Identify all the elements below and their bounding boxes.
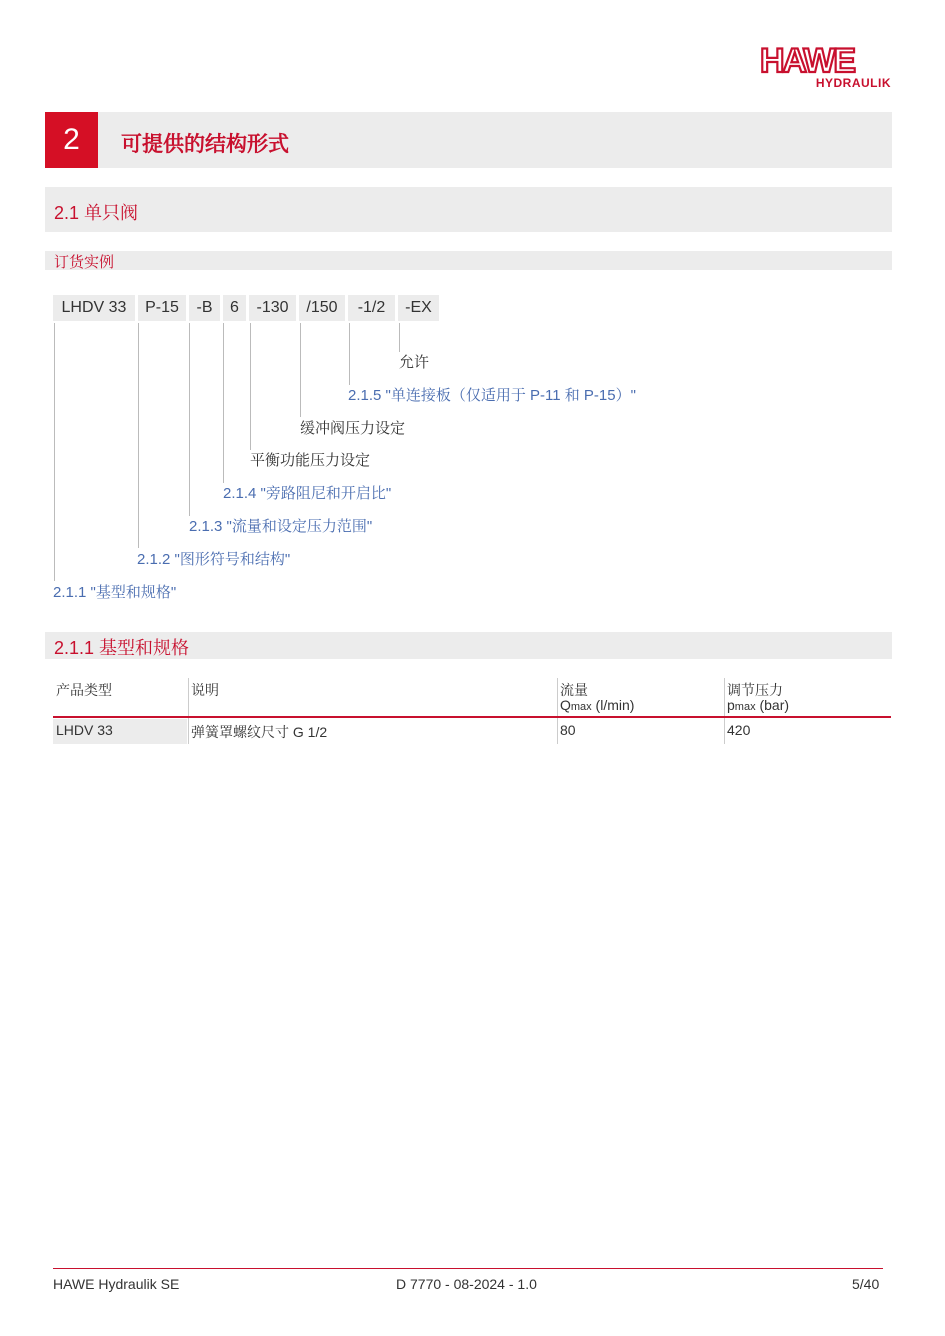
order-code-plate: -1/2: [348, 295, 395, 321]
footer-company: HAWE Hydraulik SE: [53, 1276, 180, 1292]
leader-line: [189, 323, 190, 516]
section-2-1-1-header: [45, 632, 892, 659]
hawe-logo-mark: [758, 44, 893, 76]
column-separator: [724, 678, 725, 744]
footer-rule: [53, 1268, 883, 1269]
col-header-pressure-unit: [727, 697, 789, 713]
order-example-header: [45, 251, 892, 270]
order-code-buffer-pressure: /150: [299, 295, 345, 321]
chapter-header: [45, 112, 892, 168]
label-allow: 允许: [399, 354, 430, 371]
order-code-type: LHDV 33: [53, 295, 135, 321]
column-separator: [557, 678, 558, 744]
pressure-unit: (bar): [755, 697, 790, 713]
label-buffer-pressure: 缓冲阀压力设定: [300, 420, 406, 437]
section-2-1-1-title: 2.1.1 基型和规格: [54, 638, 190, 658]
row-pressure: 420: [727, 722, 751, 738]
order-example-title: 订货实例: [54, 254, 115, 271]
label-2-1-3-link[interactable]: 2.1.3 "流量和设定压力范围": [189, 518, 373, 535]
flow-unit: (l/min): [591, 697, 635, 713]
label-balance-pressure: 平衡功能压力设定: [250, 452, 371, 469]
row-flow: 80: [560, 722, 576, 738]
table-header-rule: [53, 716, 891, 718]
leader-line: [250, 323, 251, 450]
row-desc: 弹簧罩螺纹尺寸 G 1/2: [191, 724, 328, 740]
leader-line: [300, 323, 301, 417]
label-2-1-2-link[interactable]: 2.1.2 "图形符号和结构": [137, 551, 291, 568]
col-header-pressure: 调节压力: [727, 682, 783, 698]
chapter-number: 2: [45, 112, 98, 168]
leader-line: [138, 323, 139, 548]
flow-symbol: Q: [560, 697, 571, 713]
svg-text:HAWE: HAWE: [760, 44, 854, 76]
leader-line: [54, 323, 55, 581]
pressure-symbol: p: [727, 697, 735, 713]
label-2-1-1-link[interactable]: 2.1.1 "基型和规格": [53, 584, 177, 601]
order-code-symbol: P-15: [138, 295, 186, 321]
row-type: LHDV 33: [56, 722, 113, 738]
label-2-1-4-link[interactable]: 2.1.4 "旁路阻尼和开启比": [223, 485, 392, 502]
footer-page-number: 5/40: [852, 1276, 880, 1292]
logo-subtitle: HYDRAULIK: [815, 76, 891, 90]
section-2-1-title: 2.1 单只阀: [54, 203, 139, 223]
leader-line: [349, 323, 350, 385]
col-header-flow-unit: [560, 697, 634, 713]
order-code-flow: 6: [223, 295, 246, 321]
order-code-damping: -B: [189, 295, 220, 321]
section-2-1-header: [45, 187, 892, 232]
col-header-flow: 流量: [560, 682, 588, 698]
leader-line: [399, 323, 400, 352]
label-2-1-5-link[interactable]: 2.1.5 "单连接板（仅适用于 P-11 和 P-15）": [348, 387, 636, 404]
leader-line: [223, 323, 224, 483]
order-code-balance-pressure: -130: [249, 295, 296, 321]
order-code-ex: -EX: [398, 295, 439, 321]
pressure-subscript: max: [734, 701, 756, 713]
flow-subscript: max: [570, 701, 592, 713]
hawe-logo: [758, 44, 893, 90]
footer-doc-id: D 7770 - 08-2024 - 1.0: [396, 1276, 537, 1292]
column-separator: [188, 678, 189, 744]
col-header-desc: 说明: [191, 682, 219, 698]
col-header-type: 产品类型: [56, 682, 112, 698]
chapter-title: 可提供的结构形式: [121, 133, 289, 156]
